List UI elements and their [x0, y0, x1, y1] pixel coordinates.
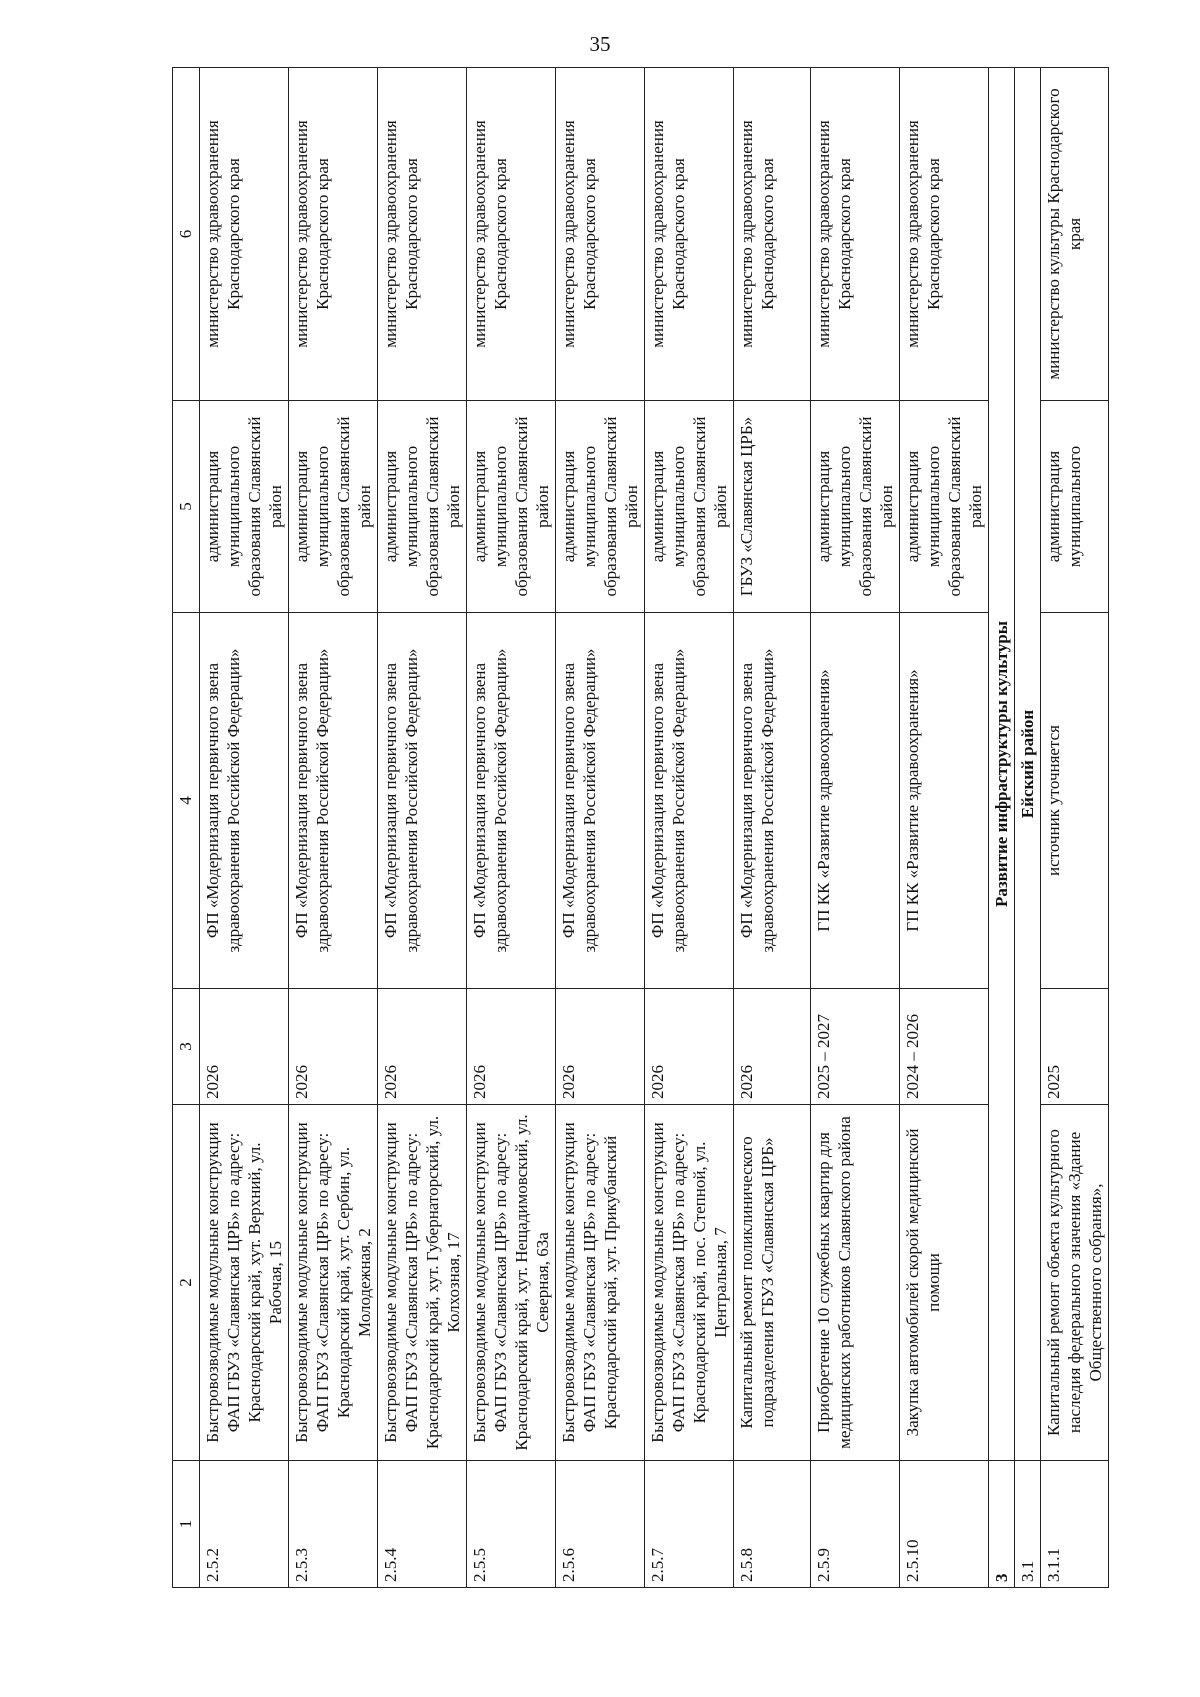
header-cell: 3	[173, 989, 200, 1105]
plan-table	[172, 67, 1109, 1588]
year: 2026	[378, 989, 467, 1105]
ministry: министерство здравоохранения Краснодарского края	[556, 68, 645, 401]
ministry: министерство культуры Краснодарского края	[1041, 68, 1109, 401]
table-row	[811, 68, 900, 1588]
subsection-title: Ейский район	[1015, 68, 1041, 1461]
year: 2025 – 2027	[811, 989, 900, 1105]
row-number: 2.5.9	[811, 1461, 900, 1588]
program: ГП КК «Развитие здравоохранения»	[900, 613, 989, 989]
header-cell: 4	[173, 613, 200, 989]
table-row	[467, 68, 556, 1588]
row-number: 3.1.1	[1041, 1461, 1109, 1588]
row-number: 2.5.3	[289, 1461, 378, 1588]
executor: администрация муниципального	[1041, 401, 1109, 613]
ministry: министерство здравоохранения Краснодарского края	[811, 68, 900, 401]
header-cell: 6	[173, 68, 200, 401]
header-cell: 2	[173, 1105, 200, 1461]
header-cell: 5	[173, 401, 200, 613]
program: ФП «Модернизация первичного звена здравоохранения Российской Федерации»	[200, 613, 289, 989]
row-number: 2.5.8	[734, 1461, 811, 1588]
ministry: министерство здравоохранения Краснодарского края	[900, 68, 989, 401]
program: ФП «Модернизация первичного звена здравоохранения Российской Федерации»	[645, 613, 734, 989]
object-name: Быстровозводимые модульные конструкции ФАП ГБУЗ «Славянская ЦРБ» по адресу: Краснодарский край, хут. Верхний, ул. Рабочая, 15	[200, 1105, 289, 1461]
header-cell: 1	[173, 1461, 200, 1588]
row-number: 2.5.4	[378, 1461, 467, 1588]
row-number: 2.5.6	[556, 1461, 645, 1588]
executor: администрация муниципального образования Славянский район	[811, 401, 900, 613]
table-row	[556, 68, 645, 1588]
object-name: Приобретение 10 служебных квартир для медицинских работников Славянского района	[811, 1105, 900, 1461]
year: 2026	[467, 989, 556, 1105]
program: ФП «Модернизация первичного звена здравоохранения Российской Федерации»	[467, 613, 556, 989]
ministry: министерство здравоохранения Краснодарского края	[378, 68, 467, 401]
subsection-row	[1015, 68, 1041, 1588]
page-number: 35	[589, 32, 611, 56]
executor: администрация муниципального образования Славянский район	[378, 401, 467, 613]
object-name: Капитальный ремонт объекта культурного наследия федерального значения «Здание Общественного собрания»,	[1041, 1105, 1109, 1461]
program: ФП «Модернизация первичного звена здравоохранения Российской Федерации»	[734, 613, 811, 989]
row-number: 2.5.10	[900, 1461, 989, 1588]
ministry: министерство здравоохранения Краснодарского края	[467, 68, 556, 401]
section-row	[989, 68, 1015, 1588]
year: 2024 – 2026	[900, 989, 989, 1105]
object-name: Закупка автомобилей скорой медицинской помощи	[900, 1105, 989, 1461]
program: ГП КК «Развитие здравоохранения»	[811, 613, 900, 989]
header-row	[173, 68, 200, 1588]
object-name: Быстровозводимые модульные конструкции ФАП ГБУЗ «Славянская ЦРБ» по адресу: Краснодарский край, хут. Сербин, ул. Молодежная, 2	[289, 1105, 378, 1461]
ministry: министерство здравоохранения Краснодарского края	[645, 68, 734, 401]
executor: администрация муниципального образования Славянский район	[467, 401, 556, 613]
table-row	[289, 68, 378, 1588]
ministry: министерство здравоохранения Краснодарского края	[200, 68, 289, 401]
object-name: Быстровозводимые модульные конструкции ФАП ГБУЗ «Славянская ЦРБ» по адресу: Краснодарский край, хут. Нещадимовский, ул. Северная, 63а	[467, 1105, 556, 1461]
rotated-table-wrapper	[172, 68, 1122, 1588]
row-number: 2.5.7	[645, 1461, 734, 1588]
table-row	[900, 68, 989, 1588]
object-name: Быстровозводимые модульные конструкции ФАП ГБУЗ «Славянская ЦРБ» по адресу: Краснодарский край, хут. Прикубанский	[556, 1105, 645, 1461]
program: ФП «Модернизация первичного звена здравоохранения Российской Федерации»	[378, 613, 467, 989]
executor: администрация муниципального образования Славянский район	[200, 401, 289, 613]
section-number: 3	[989, 1461, 1015, 1588]
section-title: Развитие инфраструктуры культуры	[989, 68, 1015, 1461]
ministry: министерство здравоохранения Краснодарского края	[734, 68, 811, 401]
object-name: Быстровозводимые модульные конструкции ФАП ГБУЗ «Славянская ЦРБ» по адресу: Краснодарский край, хут. Губернаторский, ул. Колхозная, 17	[378, 1105, 467, 1461]
program: ФП «Модернизация первичного звена здравоохранения Российской Федерации»	[556, 613, 645, 989]
executor: администрация муниципального образования Славянский район	[645, 401, 734, 613]
row-number: 2.5.2	[200, 1461, 289, 1588]
table-row	[378, 68, 467, 1588]
object-name: Капитальный ремонт поликлинического подразделения ГБУЗ «Славянская ЦРБ»	[734, 1105, 811, 1461]
program: источник уточняется	[1041, 613, 1109, 989]
table-row	[200, 68, 289, 1588]
year: 2026	[645, 989, 734, 1105]
executor: администрация муниципального образования Славянский район	[556, 401, 645, 613]
executor: администрация муниципального образования Славянский район	[900, 401, 989, 613]
ministry: министерство здравоохранения Краснодарского края	[289, 68, 378, 401]
table-row	[1041, 68, 1109, 1588]
year: 2026	[200, 989, 289, 1105]
program: ФП «Модернизация первичного звена здравоохранения Российской Федерации»	[289, 613, 378, 989]
executor: администрация муниципального образования Славянский район	[289, 401, 378, 613]
table-row	[645, 68, 734, 1588]
object-name: Быстровозводимые модульные конструкции ФАП ГБУЗ «Славянская ЦРБ» по адресу: Краснодарский край, пос. Степной, ул. Центральная, 7	[645, 1105, 734, 1461]
subsection-number: 3.1	[1015, 1461, 1041, 1588]
year: 2026	[289, 989, 378, 1105]
row-number: 2.5.5	[467, 1461, 556, 1588]
executor: ГБУЗ «Славянская ЦРБ»	[734, 401, 811, 613]
table-row	[734, 68, 811, 1588]
year: 2026	[734, 989, 811, 1105]
year: 2026	[556, 989, 645, 1105]
year: 2025	[1041, 989, 1109, 1105]
